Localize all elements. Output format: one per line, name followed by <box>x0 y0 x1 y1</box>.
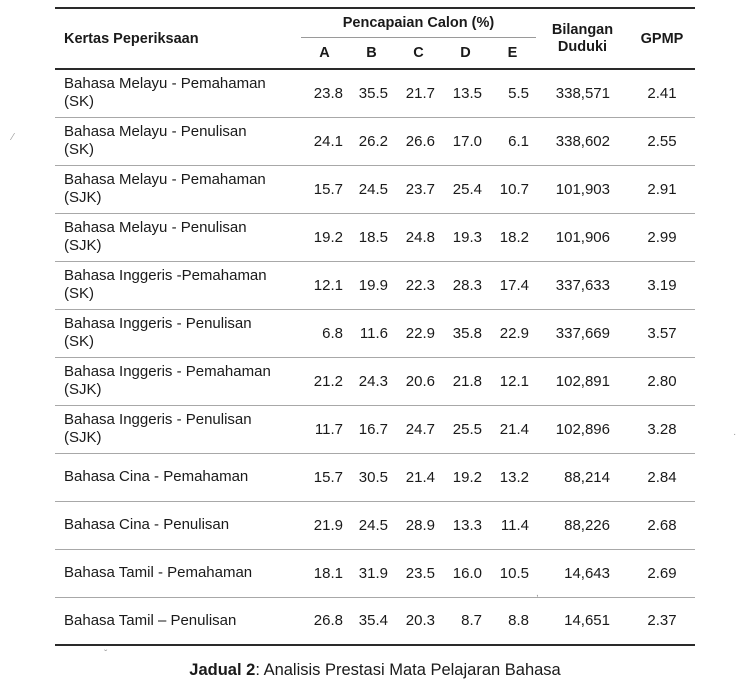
cell-grade-e: 12.1 <box>499 372 529 390</box>
cell-grade-c: 26.6 <box>405 132 435 150</box>
cell-grade-c: 21.4 <box>405 468 435 486</box>
cell-gpmp: 2.80 <box>647 372 677 390</box>
cell-paper: Bahasa Inggeris - Penulisan (SK) <box>64 315 252 350</box>
cell-paper: Bahasa Inggeris -Pemahaman (SK) <box>64 267 267 302</box>
table-row <box>55 405 695 453</box>
cell-grade-b: 31.9 <box>358 564 388 582</box>
cell-bilangan: 14,651 <box>564 612 610 630</box>
cell-paper: Bahasa Inggeris - Penulisan (SJK) <box>64 411 252 446</box>
cell-bilangan: 102,896 <box>555 420 610 438</box>
cell-bilangan: 337,633 <box>555 276 610 294</box>
cell-grade-a: 12.1 <box>313 276 343 294</box>
cell-grade-d: 35.8 <box>452 324 482 342</box>
cell-gpmp: 2.41 <box>647 84 677 102</box>
cell-grade-a: 21.2 <box>313 372 343 390</box>
cell-bilangan: 338,571 <box>555 84 610 102</box>
cell-grade-a: 21.9 <box>313 516 343 534</box>
cell-grade-d: 19.2 <box>452 468 482 486</box>
header-grade-a: A <box>319 45 330 61</box>
cell-paper: Bahasa Melayu - Pemahaman (SJK) <box>64 171 266 206</box>
cell-grade-e: 11.4 <box>500 516 529 534</box>
table-row <box>55 309 695 357</box>
cell-grade-b: 35.5 <box>358 84 388 102</box>
table-row <box>55 117 695 165</box>
cell-paper: Bahasa Melayu - Penulisan (SK) <box>64 123 247 158</box>
cell-grade-b: 24.5 <box>358 516 388 534</box>
cell-gpmp: 2.55 <box>647 132 677 150</box>
cell-bilangan: 88,226 <box>564 516 610 534</box>
cell-grade-a: 19.2 <box>313 228 343 246</box>
cell-gpmp: 2.84 <box>647 468 677 486</box>
cell-bilangan: 101,906 <box>555 228 610 246</box>
scan-speck: ⁄ <box>12 132 14 143</box>
header-paper: Kertas Peperiksaan <box>64 30 199 47</box>
cell-paper: Bahasa Cina - Pemahaman <box>64 468 249 485</box>
cell-bilangan: 102,891 <box>555 372 610 390</box>
cell-grade-c: 21.7 <box>405 84 435 102</box>
table-row <box>55 213 695 261</box>
table-row <box>55 69 695 117</box>
cell-grade-c: 24.8 <box>405 228 435 246</box>
cell-grade-b: 11.6 <box>359 324 388 342</box>
cell-grade-c: 22.3 <box>405 276 435 294</box>
cell-grade-d: 13.3 <box>452 516 482 534</box>
cell-gpmp: 3.57 <box>647 324 677 342</box>
cell-bilangan: 88,214 <box>564 468 610 486</box>
cell-bilangan: 101,903 <box>555 180 610 198</box>
table-row <box>55 357 695 405</box>
header-bilangan: Bilangan Duduki <box>551 21 614 55</box>
cell-gpmp: 2.69 <box>647 564 677 582</box>
cell-grade-e: 13.2 <box>499 468 529 486</box>
cell-grade-e: 5.5 <box>508 84 529 102</box>
cell-bilangan: 14,643 <box>564 564 610 582</box>
cell-grade-b: 18.5 <box>358 228 388 246</box>
cell-grade-e: 8.8 <box>508 612 529 630</box>
cell-gpmp: 2.91 <box>647 180 677 198</box>
cell-grade-b: 24.3 <box>358 372 388 390</box>
cell-grade-e: 21.4 <box>499 420 529 438</box>
header-row-top <box>55 8 695 38</box>
cell-grade-b: 26.2 <box>358 132 388 150</box>
cell-grade-e: 10.5 <box>499 564 529 582</box>
cell-grade-d: 28.3 <box>452 276 482 294</box>
cell-grade-c: 23.7 <box>405 180 435 198</box>
cell-grade-c: 24.7 <box>405 420 435 438</box>
cell-grade-e: 17.4 <box>499 276 529 294</box>
caption-text: : Analisis Prestasi Mata Pelajaran Bahasa <box>255 661 561 679</box>
cell-grade-b: 19.9 <box>358 276 388 294</box>
cell-grade-b: 30.5 <box>358 468 388 486</box>
cell-grade-d: 19.3 <box>452 228 482 246</box>
cell-grade-d: 17.0 <box>452 132 482 150</box>
cell-grade-c: 22.9 <box>405 324 435 342</box>
scan-speck: · <box>733 429 737 440</box>
cell-grade-a: 23.8 <box>313 84 343 102</box>
cell-grade-a: 6.8 <box>322 324 343 342</box>
cell-grade-c: 20.6 <box>405 372 435 390</box>
cell-bilangan: 337,669 <box>555 324 610 342</box>
header-pencapaian: Pencapaian Calon (%) <box>301 8 536 38</box>
cell-grade-d: 25.5 <box>452 420 482 438</box>
table-row <box>55 261 695 309</box>
cell-gpmp: 2.68 <box>647 516 677 534</box>
table-row <box>55 597 695 645</box>
cell-gpmp: 3.19 <box>647 276 677 294</box>
cell-paper: Bahasa Cina - Penulisan <box>64 516 230 533</box>
cell-gpmp: 2.37 <box>647 612 677 630</box>
cell-paper: Bahasa Tamil - Pemahaman <box>64 564 253 581</box>
header-grade-e: E <box>507 45 518 61</box>
cell-grade-d: 25.4 <box>452 180 482 198</box>
cell-grade-b: 16.7 <box>358 420 388 438</box>
cell-grade-d: 16.0 <box>452 564 482 582</box>
cell-grade-d: 21.8 <box>452 372 482 390</box>
header-grade-c: C <box>413 45 424 61</box>
cell-bilangan: 338,602 <box>555 132 610 150</box>
cell-grade-a: 18.1 <box>313 564 343 582</box>
cell-paper: Bahasa Tamil – Penulisan <box>64 611 237 629</box>
cell-grade-b: 35.4 <box>358 612 388 630</box>
cell-grade-e: 22.9 <box>499 324 529 342</box>
scan-speck: , <box>536 588 539 599</box>
table-body <box>55 69 695 645</box>
cell-grade-a: 15.7 <box>313 468 343 486</box>
cell-grade-e: 10.7 <box>499 180 529 198</box>
language-performance-table <box>55 7 695 646</box>
caption-label: Jadual 2 <box>189 661 256 679</box>
table-row <box>55 453 695 501</box>
cell-grade-e: 6.1 <box>508 132 529 150</box>
cell-paper: Bahasa Inggeris - Pemahaman (SJK) <box>64 363 271 398</box>
cell-grade-b: 24.5 <box>358 180 388 198</box>
cell-grade-d: 13.5 <box>452 84 482 102</box>
table-row <box>55 549 695 597</box>
cell-grade-e: 18.2 <box>499 228 529 246</box>
cell-grade-c: 23.5 <box>405 564 435 582</box>
scan-speck: ˇ <box>104 649 108 660</box>
cell-grade-a: 26.8 <box>313 612 343 630</box>
cell-grade-c: 28.9 <box>405 516 435 534</box>
table-row <box>55 165 695 213</box>
header-grade-b: B <box>366 45 377 61</box>
cell-paper: Bahasa Melayu - Pemahaman (SK) <box>64 75 266 111</box>
cell-gpmp: 3.28 <box>647 420 677 438</box>
cell-grade-d: 8.7 <box>461 612 482 630</box>
table-caption <box>0 661 750 680</box>
table-row <box>55 501 695 549</box>
cell-grade-a: 24.1 <box>313 132 343 150</box>
cell-grade-a: 11.7 <box>314 420 343 438</box>
header-gpmp: GPMP <box>640 30 684 47</box>
header-grade-d: D <box>460 45 471 61</box>
cell-paper: Bahasa Melayu - Penulisan (SJK) <box>64 219 247 254</box>
cell-grade-c: 20.3 <box>405 612 435 630</box>
cell-grade-a: 15.7 <box>313 180 343 198</box>
cell-gpmp: 2.99 <box>647 228 677 246</box>
